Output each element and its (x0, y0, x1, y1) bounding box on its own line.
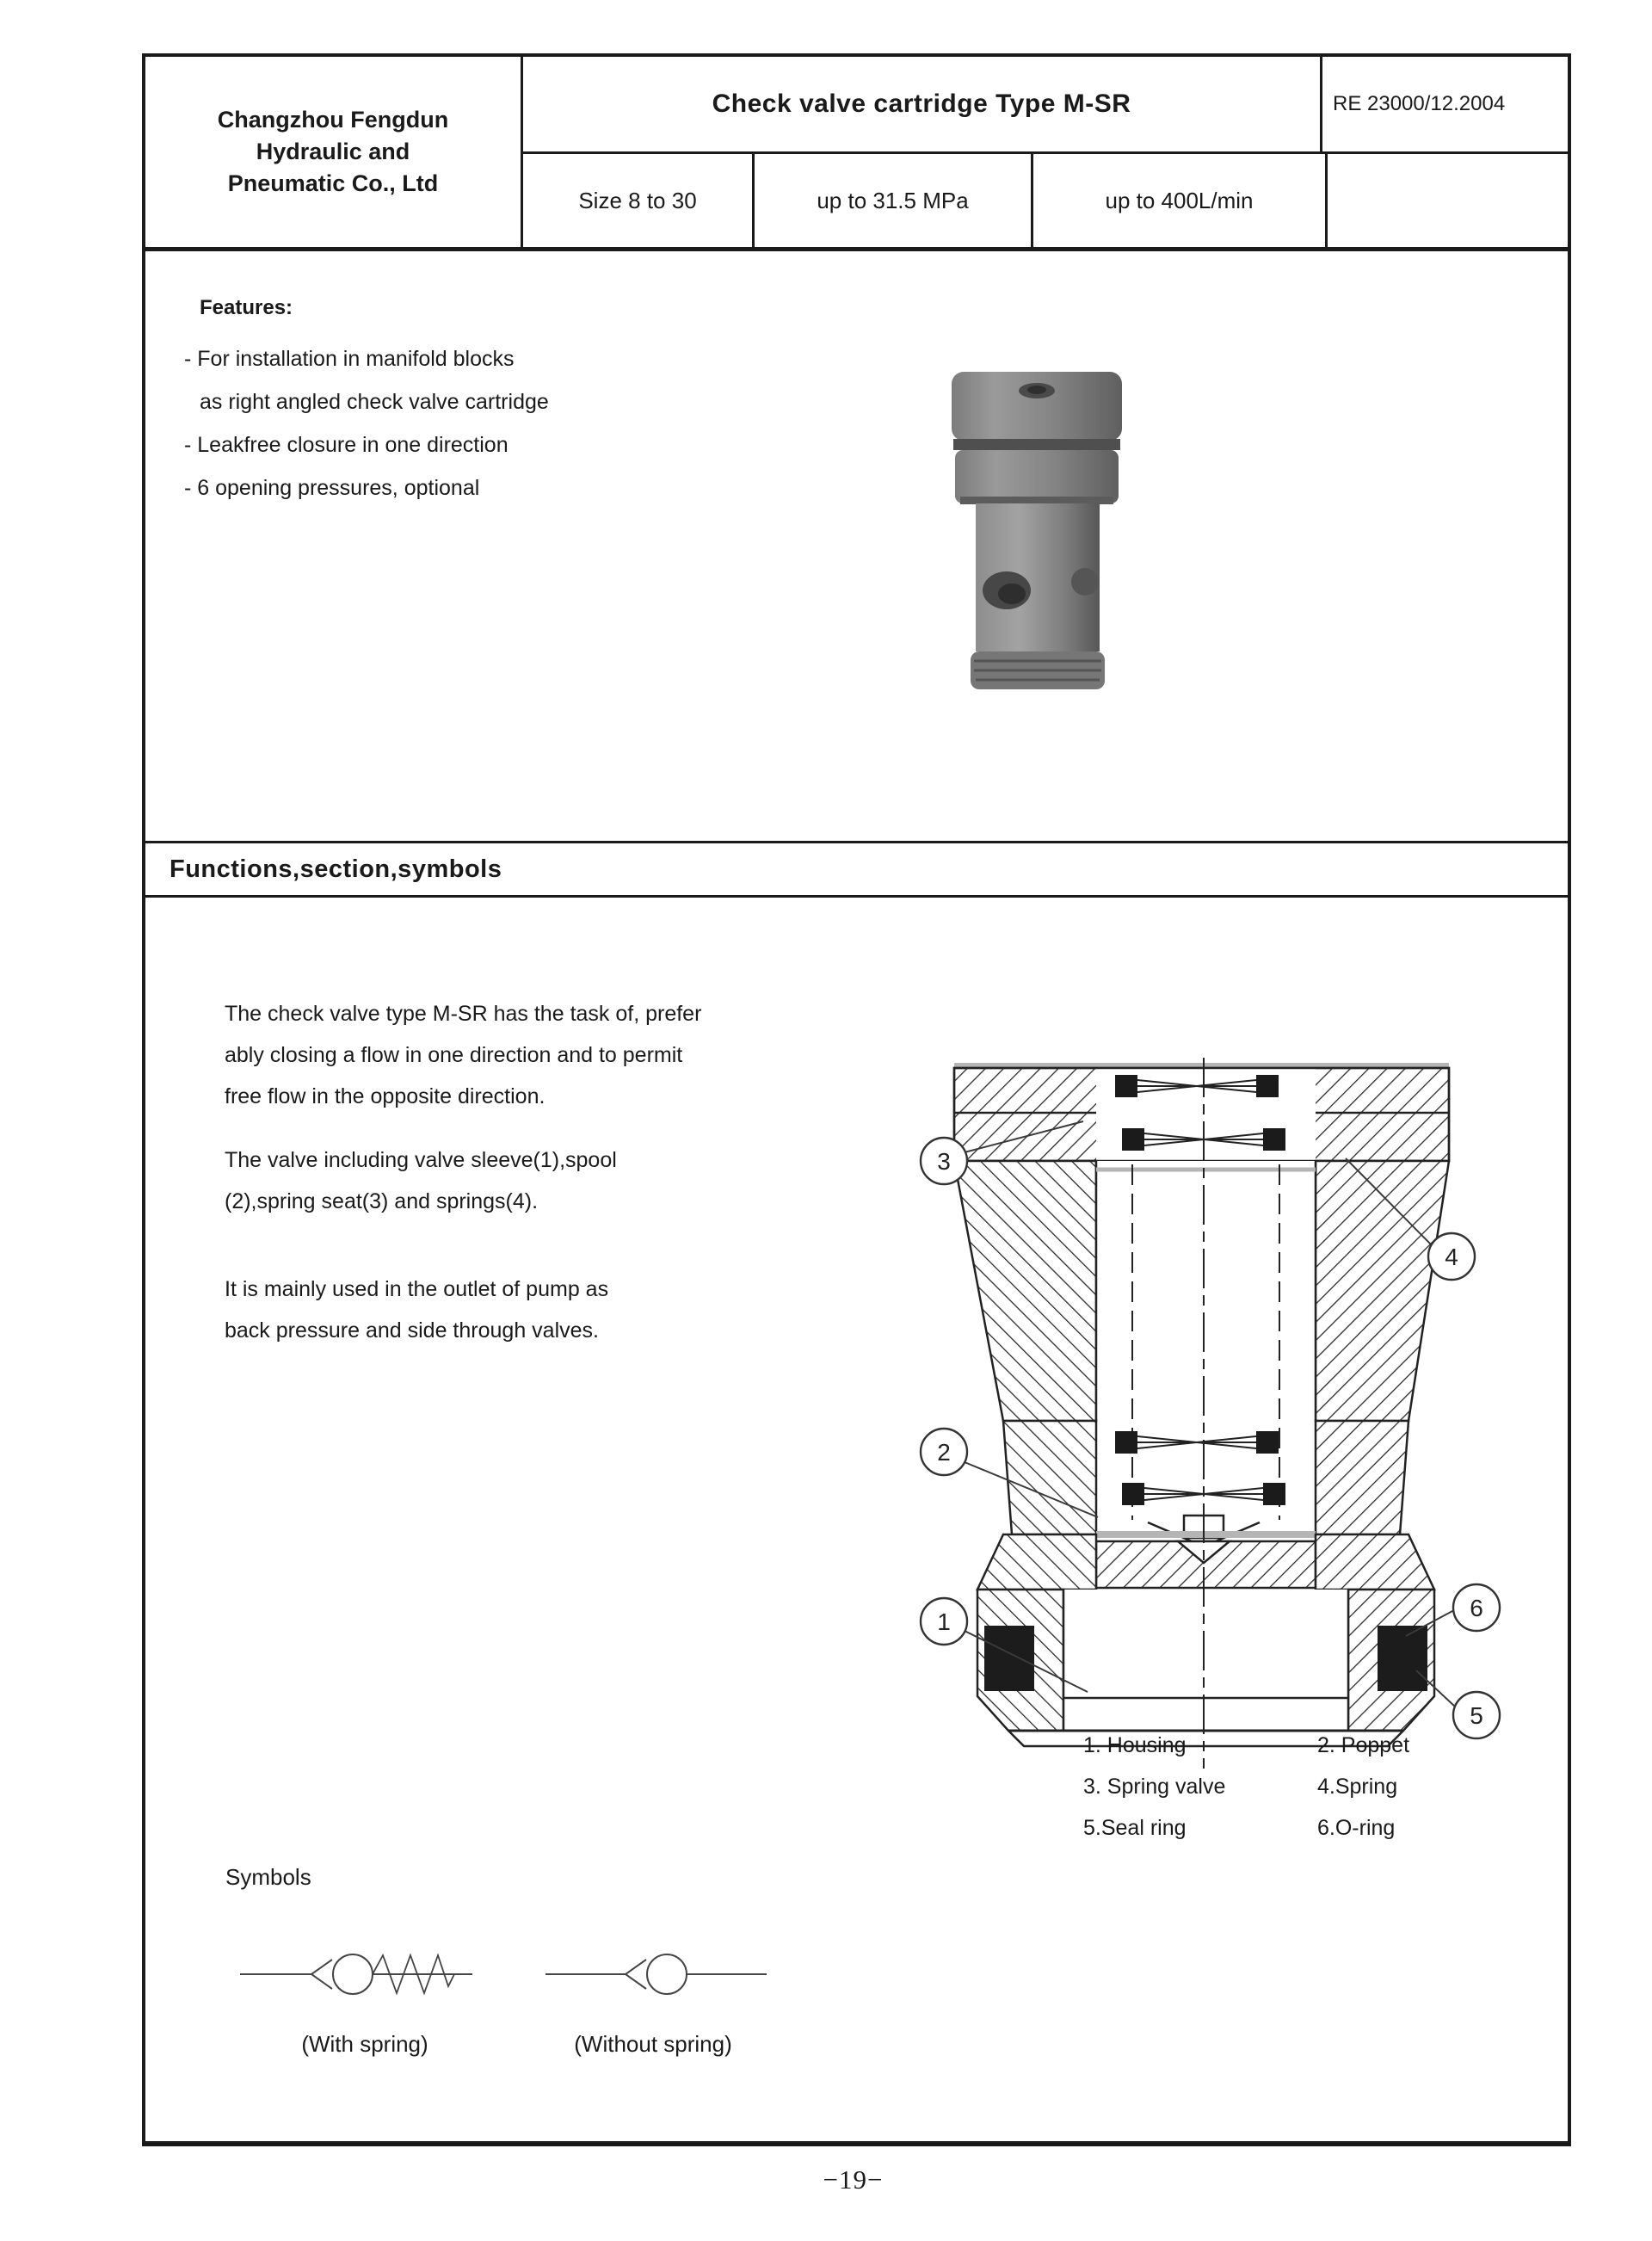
photo-groove (953, 439, 1120, 450)
content-border-box (142, 53, 1571, 2146)
symbol-caption: (With spring) (301, 2031, 428, 2057)
valve-photo-cap (952, 372, 1122, 504)
features-heading: Features: (200, 296, 293, 319)
svg-text:3: 3 (937, 1148, 951, 1175)
company-line-3: Pneumatic Co., Ltd (227, 170, 439, 196)
callout-4 (1428, 1233, 1475, 1280)
svg-text:5: 5 (1470, 1702, 1483, 1729)
text-line: free flow in the opposite direction. (225, 1084, 546, 1108)
header-table (145, 57, 1568, 251)
features-section (184, 296, 804, 509)
document-title: Check valve cartridge Type M-SR (523, 57, 1322, 154)
part-label: 1. Housing (1083, 1733, 1187, 1757)
part-label: 4.Spring (1317, 1775, 1398, 1799)
svg-text:2: 2 (937, 1439, 951, 1466)
seal-ring-right (1378, 1626, 1427, 1691)
text-line: The check valve type M-SR has the task of, prefer (225, 1002, 702, 1026)
parts-row (1083, 1725, 1409, 1766)
svg-text:6: 6 (1470, 1595, 1483, 1621)
functions-paragraph (225, 1269, 741, 1351)
valve-photo-thread (971, 651, 1105, 689)
part-label: 6.O-ring (1317, 1816, 1396, 1840)
functions-paragraph (225, 1139, 741, 1222)
part-label: 2. Poppet (1317, 1733, 1410, 1757)
company-line-2: Hydraulic and (256, 139, 410, 164)
seal-ring-left (984, 1626, 1034, 1691)
spec-empty-cell (1328, 154, 1568, 247)
housing-wall-left (954, 1161, 1096, 1421)
parts-list (1083, 1725, 1409, 1849)
svg-text:1: 1 (937, 1608, 951, 1635)
feature-item-continuation: as right angled check valve cartridge (200, 390, 549, 414)
spec-size: Size 8 to 30 (523, 154, 755, 247)
callout-1 (921, 1598, 967, 1645)
feature-item: - For installation in manifold blocks (184, 347, 515, 371)
symbols-heading: Symbols (225, 1864, 311, 1890)
cross-section-diagram (881, 1008, 1509, 1782)
part-label: 5.Seal ring (1083, 1816, 1187, 1840)
functions-section-heading: Functions,section,symbols (170, 855, 502, 883)
part-label: 3. Spring valve (1083, 1775, 1226, 1799)
doc-reference: RE 23000/12.2004 (1322, 57, 1568, 154)
text-line: (2),spring seat(3) and springs(4). (225, 1189, 539, 1213)
functions-paragraph (225, 993, 741, 1117)
callout-5 (1453, 1692, 1500, 1738)
housing-wall-right (1316, 1161, 1449, 1421)
parts-row (1083, 1766, 1409, 1807)
text-line: ably closing a flow in one direction and to permit (225, 1043, 683, 1067)
functions-section-header (145, 841, 1568, 898)
symbol-caption: (Without spring) (574, 2031, 732, 2057)
text-line: The valve including valve sleeve(1),spool (225, 1148, 617, 1172)
callout-2 (921, 1429, 967, 1475)
parts-row (1083, 1807, 1409, 1849)
feature-item: - 6 opening pressures, optional (184, 476, 480, 500)
functions-description (225, 993, 741, 1351)
svg-text:4: 4 (1445, 1244, 1458, 1270)
company-name-cell (145, 57, 523, 247)
check-valve-without-spring-symbol (524, 1933, 782, 2015)
photo-side-hole (1071, 568, 1099, 596)
feature-item: - Leakfree closure in one direction (184, 433, 509, 457)
spec-pressure: up to 31.5 MPa (755, 154, 1033, 247)
company-line-1: Changzhou Fengdun (217, 107, 449, 133)
symbol-with-spring (236, 1933, 494, 2058)
lower-spring (1115, 1431, 1285, 1505)
symbol-without-spring (524, 1933, 782, 2058)
text-line: It is mainly used in the outlet of pump as (225, 1277, 609, 1301)
product-photo (950, 365, 1126, 696)
spec-flow: up to 400L/min (1033, 154, 1328, 247)
page-number: −19− (823, 2164, 884, 2195)
callout-6 (1453, 1584, 1500, 1631)
text-line: back pressure and side through valves. (225, 1318, 599, 1343)
check-valve-with-spring-symbol (236, 1933, 494, 2015)
callout-3 (921, 1138, 967, 1184)
valve-photo-body (976, 503, 1100, 651)
